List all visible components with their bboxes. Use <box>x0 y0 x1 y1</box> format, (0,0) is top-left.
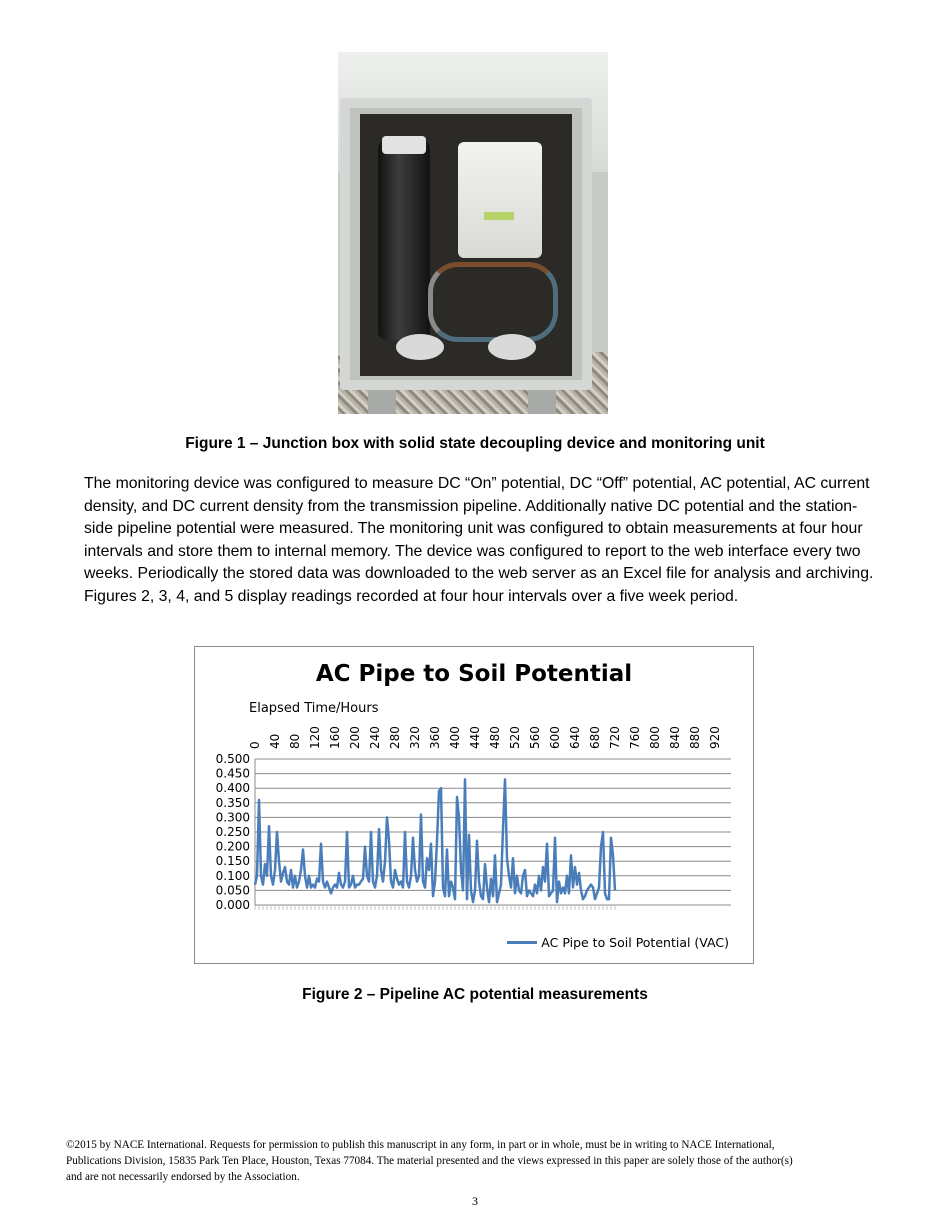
x-tick-label: 600 <box>548 726 562 749</box>
body-paragraph: The monitoring device was configured to measure DC “On” potential, DC “Off” potential, AC potential, AC current density, and DC current density from the transmission pipeline. Additionally native DC potential and the station-side pipeline potential were measured. The monitoring unit was configured to obtain measurements at four hour intervals and store them to internal memory. The device was configured to report to the web interface every two weeks. Periodically the stored data was downloaded to the web server as an Excel file for analysis and archiving. Figures 2, 3, 4, and 5 display readings recorded at four hour intervals over a five week period. <box>84 475 874 605</box>
chart-title: AC Pipe to Soil Potential <box>315 661 633 687</box>
x-tick-label: 760 <box>628 726 642 749</box>
x-tick-label: 680 <box>588 726 602 749</box>
y-tick-label: 0.200 <box>215 839 250 854</box>
x-tick-label: 40 <box>268 733 282 749</box>
y-tick-label: 0.150 <box>215 854 250 869</box>
cable-gland-right <box>488 334 536 360</box>
x-tick-label: 320 <box>408 726 422 749</box>
y-tick-label: 0.050 <box>215 883 250 898</box>
series-line <box>255 779 615 902</box>
y-tick-label: 0.400 <box>215 781 250 796</box>
y-tick-label: 0.350 <box>215 795 250 810</box>
x-tick-label: 80 <box>288 733 302 749</box>
x-tick-label: 240 <box>368 726 382 749</box>
cable-gland-left <box>396 334 444 360</box>
y-tick-label: 0.250 <box>215 825 250 839</box>
x-axis-title: Elapsed Time/Hours <box>249 701 379 716</box>
x-tick-label: 640 <box>568 726 582 749</box>
x-tick-label: 480 <box>488 726 502 749</box>
x-tick-label: 440 <box>468 726 482 749</box>
x-tick-label: 0 <box>248 741 262 749</box>
chart-legend <box>507 935 729 950</box>
x-tick-label: 920 <box>708 726 722 749</box>
legend-label: AC Pipe to Soil Potential (VAC) <box>541 935 729 950</box>
wiring <box>428 262 558 342</box>
figure-1-caption: Figure 1 – Junction box with solid state decoupling device and monitoring unit <box>185 435 765 452</box>
y-tick-label: 0.500 <box>215 752 250 766</box>
x-tick-label: 520 <box>508 726 522 749</box>
x-tick-label: 800 <box>648 726 662 749</box>
x-tick-label: 200 <box>348 726 362 749</box>
monitoring-unit-label <box>484 212 514 220</box>
x-tick-label: 400 <box>448 726 462 749</box>
x-tick-label: 120 <box>308 726 322 749</box>
chart-plot-area <box>195 647 753 963</box>
decoupling-device-cap <box>382 136 426 154</box>
x-tick-label: 560 <box>528 726 542 749</box>
monitoring-unit <box>458 142 542 258</box>
decoupling-device <box>378 140 430 340</box>
x-tick-label: 880 <box>688 726 702 749</box>
x-tick-label: 840 <box>668 726 682 749</box>
y-tick-label: 0.300 <box>215 810 250 825</box>
ac-potential-chart <box>194 646 754 964</box>
x-tick-label: 280 <box>388 726 402 749</box>
y-tick-label: 0.100 <box>215 868 250 883</box>
x-tick-label: 160 <box>328 726 342 749</box>
junction-box-photo <box>338 52 608 414</box>
x-tick-label: 720 <box>608 726 622 749</box>
y-tick-label: 0.000 <box>215 898 250 912</box>
x-tick-label: 360 <box>428 726 442 749</box>
legend-swatch <box>507 941 537 944</box>
copyright-footer: ©2015 by NACE International. Requests for permission to publish this manuscript in any form, in part or in whole, must be in writing to NACE International, Publications Division, 15835 Park Ten Place, Houston, Texas 77084. The material presented and the views expressed in this paper are solely those of the author(s) and are not necessarily endorsed by the Association. <box>66 1139 793 1183</box>
figure-2-caption: Figure 2 – Pipeline AC potential measurements <box>302 986 648 1003</box>
page-number: 3 <box>472 1194 478 1208</box>
y-tick-label: 0.450 <box>215 766 250 781</box>
